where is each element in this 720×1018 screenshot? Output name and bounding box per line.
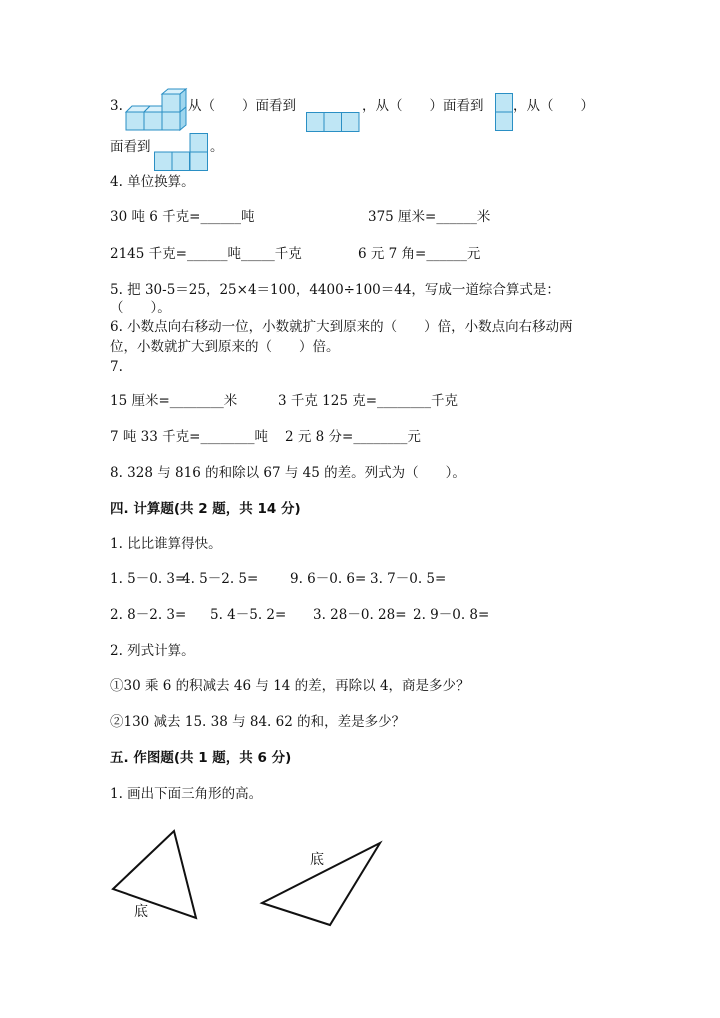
q3-text-3: ，从（ ） [513, 98, 594, 114]
q6-line-2: 位，小数就扩大到原来的（ ）倍。 [110, 339, 340, 355]
q3-text-4: 面看到 [110, 139, 151, 155]
q5-line-1: 5. 把 30-5＝25，25×4＝100，4400÷100＝44，写成一道综合算式是： [110, 282, 560, 298]
q7-item-d: 2 元 8 分=________元 [285, 429, 421, 445]
q4-item-a: 30 吨 6 千克=______吨 [110, 209, 255, 225]
calc-2-2: 5. 4－5. 2= [210, 607, 287, 623]
section-5-heading: 五. 作图题(共 1 题，共 6 分) [110, 750, 292, 766]
calc-1-1: 1. 5－0. 3= [110, 571, 187, 587]
q8-text: 8. 328 与 816 的和除以 67 与 45 的差。列式为（ ）。 [110, 465, 466, 481]
sec4-p1: 1. 比比谁算得快。 [110, 536, 222, 552]
section-4-heading: 四. 计算题(共 2 题，共 14 分) [110, 501, 301, 517]
q3-text-1: 从（ ）面看到 [188, 98, 296, 114]
sec4-question-a: ①30 乘 6 的积减去 46 与 14 的差，再除以 4，商是多少？ [110, 678, 470, 694]
calc-2-1: 2. 8－2. 3= [110, 607, 187, 623]
q7-item-b: 3 千克 125 克=________千克 [278, 393, 459, 409]
q4-item-d: 6 元 7 角=______元 [358, 246, 481, 262]
q4-title: 4. 单位换算。 [110, 174, 195, 190]
sec5-p1: 1. 画出下面三角形的高。 [110, 786, 263, 802]
q5-line-2: （ ）。 [110, 300, 171, 316]
calc-2-3: 3. 28－0. 28= [313, 607, 407, 623]
q3-text-2: ，从（ ）面看到 [362, 98, 484, 114]
calc-1-3: 9. 6－0. 6= [290, 571, 367, 587]
q3-end: 。 [210, 139, 224, 155]
q4-item-c: 2145 千克=______吨_____千克 [110, 246, 302, 262]
q7-item-c: 7 吨 33 千克=________吨 [110, 429, 268, 445]
sec4-p2: 2. 列式计算。 [110, 643, 195, 659]
q6-line-1: 6. 小数点向右移动一位，小数就扩大到原来的（ ）倍，小数点向右移动两 [110, 319, 573, 335]
q4-item-b: 375 厘米=______米 [368, 209, 491, 225]
q3-number: 3. [110, 98, 123, 114]
sec4-question-b: ②130 减去 15. 38 与 84. 62 的和，差是多少？ [110, 714, 406, 730]
calc-2-4: 2. 9－0. 8= [413, 607, 490, 623]
calc-1-4: 3. 7－0. 5= [370, 571, 447, 587]
q7-item-a: 15 厘米=________米 [110, 393, 238, 409]
q7-number: 7. [110, 359, 123, 375]
triangle-1-base-label: 底 [134, 904, 148, 920]
calc-1-2: 4. 5－2. 5= [182, 571, 259, 587]
triangle-2-base-label: 底 [310, 852, 324, 868]
